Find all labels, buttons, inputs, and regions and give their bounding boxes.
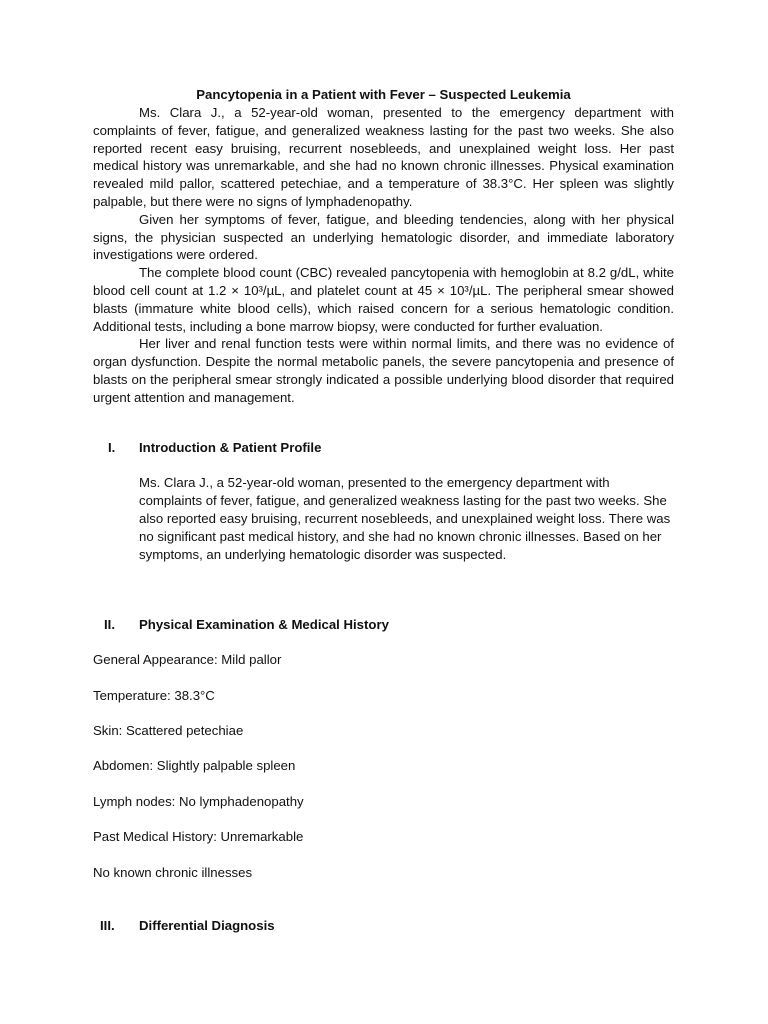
list-item: Temperature: 38.3°C xyxy=(93,688,215,703)
section-3-numeral: III. xyxy=(100,918,115,933)
intro-paragraph-3: The complete blood count (CBC) revealed pancytopenia with hemoglobin at 8.2 g/dL, white blood cell count at 1.2 × 10³/µL, and platelet count at 45 × 10³/µL. The peripheral smear showed blasts (immature white blood cells), which raised concern for a serious hematologic condition. Additional tests, including a bone marrow biopsy, were conducted for further evaluation. xyxy=(93,265,674,334)
intro-paragraph-2: Given her symptoms of fever, fatigue, and bleeding tendencies, along with her physical signs, the physician suspected an underlying hematologic disorder, and immediate laboratory investigations were ordered. xyxy=(93,211,674,263)
intro-paragraph-1: Ms. Clara J., a 52-year-old woman, presented to the emergency department with complaints of fever, fatigue, and generalized weakness lasting for the past two weeks. She also reported recent easy bruising, recurrent nosebleeds, and unexplained weight loss. Her past medical history was unremarkable, and she had no known chronic illnesses. Physical examination revealed mild pallor, scattered petechiae, and a temperature of 38.3°C. Her spleen was slightly palpable, but there were no signs of lymphadenopathy. xyxy=(93,105,674,209)
section-2-numeral: II. xyxy=(104,617,115,632)
intro-paragraph-4: Her liver and renal function tests were within normal limits, and there was no evidence of organ dysfunction. Despite the normal metabolic panels, the severe pancytopenia and presence of blasts on the peripheral smear strongly indicated a possible underlying blood disorder that required urgent attention and management. xyxy=(93,336,674,405)
list-item: General Appearance: Mild pallor xyxy=(93,652,282,667)
list-item: No known chronic illnesses xyxy=(93,865,253,880)
list-item: Abdomen: Slightly palpable spleen xyxy=(93,758,296,773)
section-2-heading: Physical Examination & Medical History xyxy=(139,617,389,632)
document-title: Pancytopenia in a Patient with Fever – Suspected Leukemia xyxy=(196,87,571,102)
list-item: Skin: Scattered petechiae xyxy=(93,723,244,738)
list-item: Lymph nodes: No lymphadenopathy xyxy=(93,794,304,809)
section-3-heading: Differential Diagnosis xyxy=(139,918,275,933)
document-body xyxy=(93,86,674,407)
section-1-body: Ms. Clara J., a 52-year-old woman, presented to the emergency department with complaints of fever, fatigue, and generalized weakness lasting for the past two weeks. She also reported easy bruising, recurrent nosebleeds, and unexplained weight loss. There was no significant past medical history, and she had no known chronic illnesses. Based on her symptoms, an underlying hematologic disorder was suspected. xyxy=(139,475,671,562)
section-1-heading: Introduction & Patient Profile xyxy=(139,440,322,455)
list-item: Past Medical History: Unremarkable xyxy=(93,829,304,844)
section-1-numeral: I. xyxy=(108,440,116,455)
